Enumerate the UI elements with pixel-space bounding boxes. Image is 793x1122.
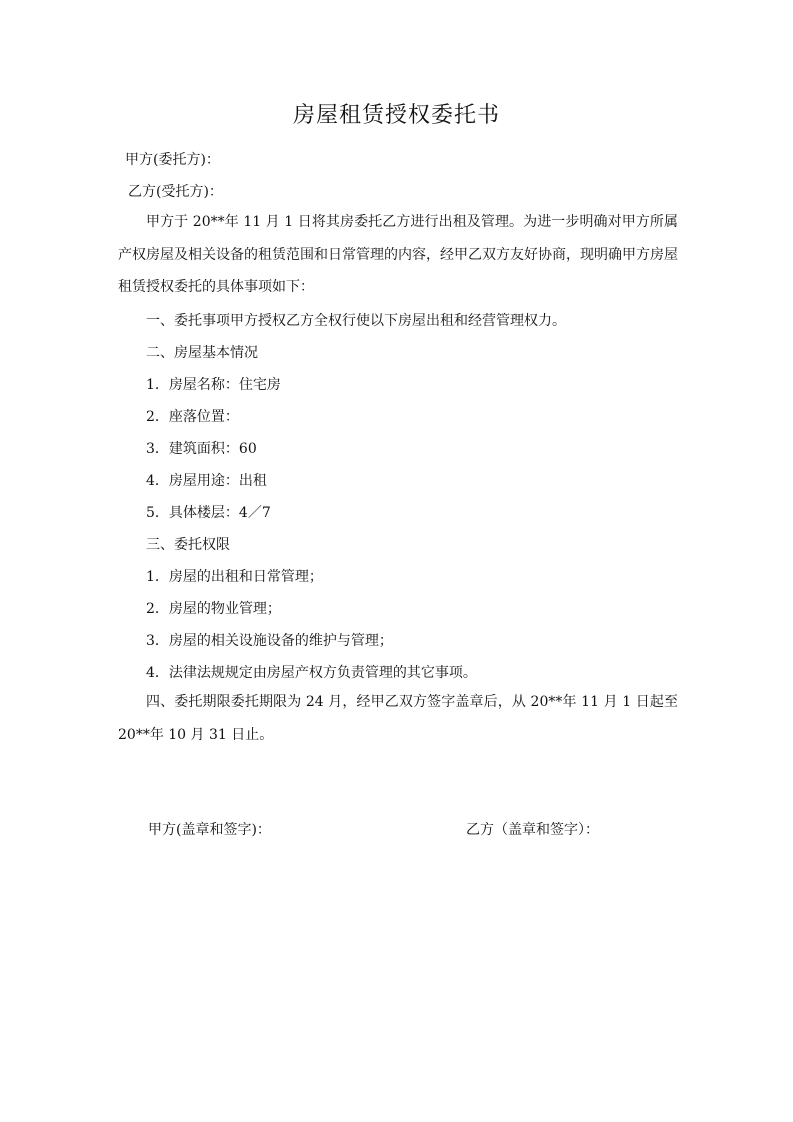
list-item: 1．房屋名称：住宅房 <box>146 377 281 393</box>
section-3-heading: 三、委托权限 <box>146 537 230 553</box>
list-item: 5．具体楼层：4／7 <box>146 505 271 521</box>
section-2-heading: 二、房屋基本情况 <box>146 345 258 361</box>
list-item: 2．房屋的物业管理； <box>146 601 281 617</box>
party-a-label: 甲方(委托方)： <box>125 152 220 168</box>
list-item: 4．法律法规规定由房屋产权方负责管理的其它事项。 <box>146 665 477 681</box>
list-item: 3．房屋的相关设施设备的维护与管理； <box>146 633 393 649</box>
list-item: 2．座落位置： <box>146 409 239 425</box>
list-item: 4．房屋用途：出租 <box>146 473 267 489</box>
section-1: 一、委托事项甲方授权乙方全权行使以下房屋出租和经营管理权力。 <box>146 313 566 329</box>
list-item: 3．建筑面积：60 <box>146 441 257 457</box>
document-title: 房屋租赁授权委托书 <box>292 103 500 128</box>
list-item: 1．房屋的出租和日常管理； <box>146 569 323 585</box>
section-4-paragraph: 四、委托期限委托期限为 24 月，经甲乙双方签字盖章后，从 20**年 11 月 1 日起至 20**年 10 月 31 日止。 <box>118 694 678 743</box>
party-a-signature: 甲方(盖章和签字)： <box>148 822 271 838</box>
party-b-label: 乙方(受托方)： <box>128 184 223 200</box>
party-b-signature: 乙方（盖章和签字）： <box>466 822 599 838</box>
intro-paragraph: 甲方于 20**年 11 月 1 日将其房委托乙方进行出租及管理。为进一步明确对甲方所属产权房屋及相关设备的租赁范围和日常管理的内容，经甲乙双方友好协商，现明确甲方房屋租赁授权委托的具体事项如下： <box>118 214 678 295</box>
